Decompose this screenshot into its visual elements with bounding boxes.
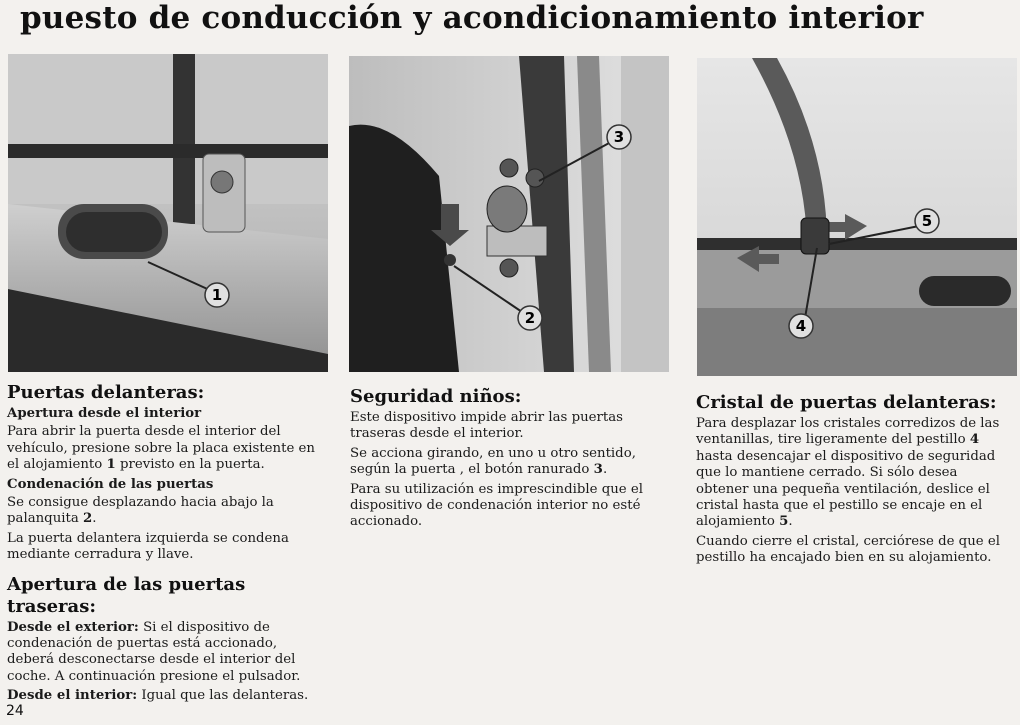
text-run: Se acciona girando, en uno u otro sentido, según la puerta , el botón ranurado [350,445,636,478]
heading-front-doors: Puertas delanteras: [7,382,205,403]
label-from-inside: Desde el interior: [7,688,138,704]
paragraph-rear-from-inside [7,688,317,704]
ref-3: 3 [593,462,603,478]
text-run: Se consigue desplazando hacia abajo la palanquita [7,495,274,527]
paragraph-child-safety-activate [350,446,665,479]
callout-2: 2 [524,309,536,327]
callout-3: 3 [613,128,625,146]
photo-child-safety-lock [349,56,669,372]
paragraph-child-safety-requirement: Para su utilización es imprescindible que el dispositivo de condenación interior no esté accionado. [350,481,644,530]
text-run: Para desplazar los cristales corredizos de las ventanillas, tire ligeramente del pestillo [696,416,1000,448]
text-run: Igual que las delanteras. [137,688,309,704]
heading-rear-doors: Apertura de las puertas traseras: [7,573,246,617]
text-run: Para abrir la puerta desde el interior del vehículo, presione sobre la placa existente en el alojamiento [7,424,315,473]
ref-1: 1 [106,457,116,473]
column-front-window [696,392,1008,570]
text-run: . [788,514,793,530]
callout-1: 1 [211,286,223,304]
ref-2: 2 [83,511,93,527]
paragraph-front-window-slide [696,416,1008,531]
photo-front-door-handle [8,54,328,372]
paragraph-door-locking [7,495,317,528]
column-front-doors [7,382,317,708]
front-door-handle-illustration [8,54,328,372]
ref-4: 4 [969,432,980,448]
paragraph-left-door-key: La puerta delantera izquierda se condena mediante cerradura y llave. [7,530,289,563]
paragraph-front-window-close: Cuando cierre el cristal, cerciórese de que el pestillo ha encajado bien en su alojamiento. [696,533,1000,566]
text-run: Si el dispositivo de condenación de puertas está accionado, deberá desconectarse desde el interior del coche. A continuación presione el pulsador. [7,619,301,684]
child-lock-illustration [349,56,669,372]
text-run: hasta desencajar el dispositivo de seguridad que lo mantiene cerrado. Si sólo desea obtener una pequeña ventilación, deslice el cristal hasta que el pestillo se encaje en el alojamiento [696,448,996,530]
column-child-safety [350,386,665,534]
ref-5: 5 [779,514,789,530]
callout-4: 4 [795,317,807,335]
label-from-outside: Desde el exterior: [7,619,139,635]
text-run: . [602,462,608,478]
paragraph-child-safety-intro: Este dispositivo impide abrir las puertas traseras desde el interior. [350,410,623,442]
callout-5: 5 [921,212,933,230]
page-number: 24 [6,703,24,719]
heading-child-safety: Seguridad niños: [350,386,522,407]
text-run: . [92,511,97,527]
photo-front-window-latch [697,58,1017,376]
text-run: previsto en la puerta. [115,457,265,473]
subheading-open-from-inside: Apertura desde el interior [7,406,202,421]
window-latch-illustration [697,58,1017,376]
heading-front-window: Cristal de puertas delanteras: [696,392,997,413]
subheading-door-locking: Condenación de las puertas [7,476,214,492]
page-title: puesto de conducción y acondicionamiento interior [20,0,924,36]
paragraph-open-from-inside [7,424,317,473]
paragraph-rear-from-outside [7,620,317,686]
